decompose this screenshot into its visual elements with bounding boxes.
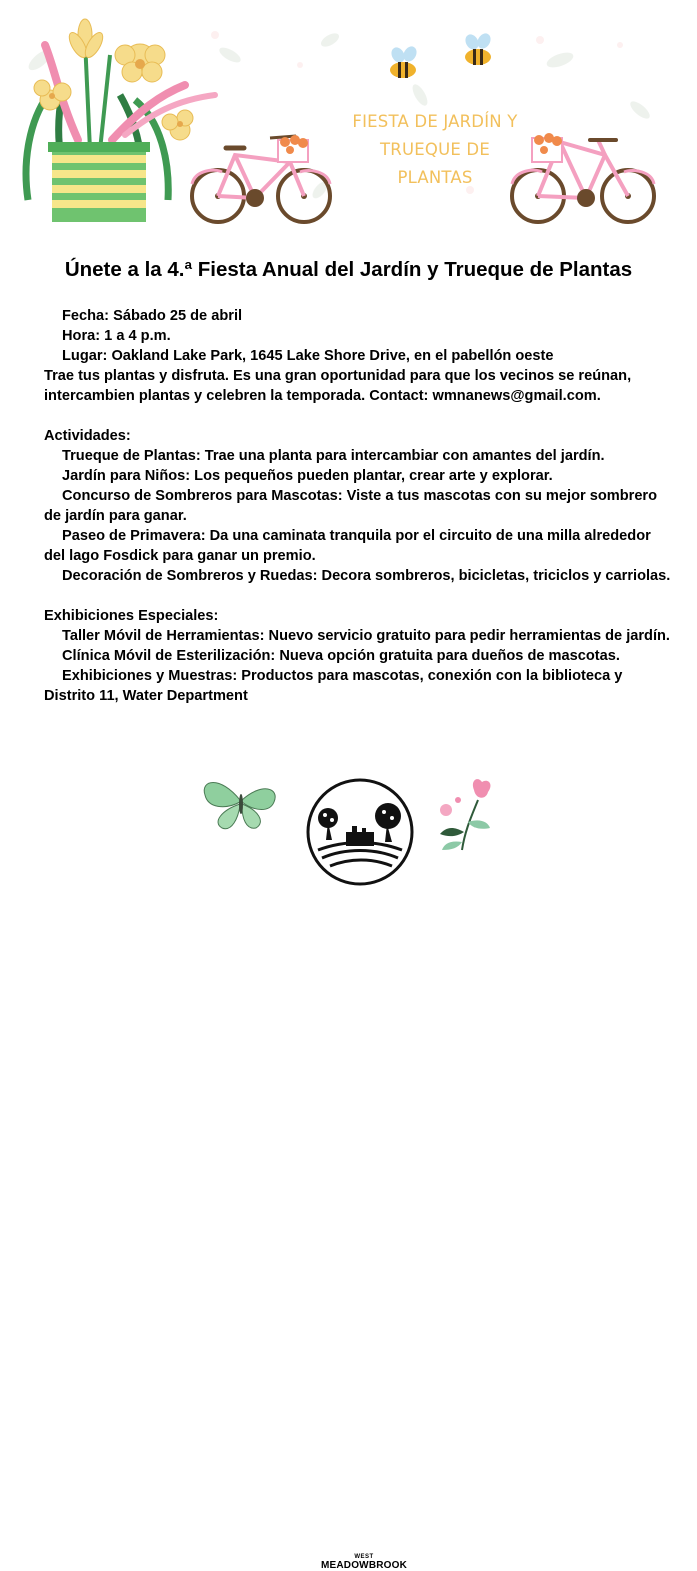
flower-sprig-icon <box>440 779 490 850</box>
logo-name-text: MEADOWBROOK <box>320 1560 408 1571</box>
event-time: Hora: 1 a 4 p.m. <box>62 328 171 344</box>
flower-pot-icon <box>26 19 215 222</box>
page-title: Únete a la 4.ª Fiesta Anual del Jardín y Trueque de Plantas <box>64 258 633 281</box>
logo-top-text: WEST <box>354 1554 374 1560</box>
activity-item: Trueque de Plantas: Trae una planta para intercambiar con amantes del jardín. <box>62 448 605 464</box>
special-item: Clínica Móvil de Esterilización: Nueva opción gratuita para dueños de mascotas. <box>62 648 620 664</box>
special-item: Exhibiciones y Muestras: Productos para mascotas, conexión con la biblioteca y Distrito 11, Water Department <box>44 668 623 704</box>
event-intro: Trae tus plantas y disfruta. Es una gran oportunidad para que los vecinos se reúnan, intercambien plantas y celebren la temporada. Contact: wmnanews@gmail.com. <box>44 368 632 404</box>
activity-item: Paseo de Primavera: Da una caminata tranquila por el circuito de una milla alrededor del lago Fosdick para ganar un premio. <box>44 528 651 564</box>
activities-heading: Actividades: <box>44 428 131 444</box>
special-item: Taller Móvil de Herramientas: Nuevo servicio gratuito para pedir herramientas de jardín. <box>62 628 670 644</box>
activity-item: Jardín para Niños: Los pequeños pueden plantar, crear arte y explorar. <box>62 468 553 484</box>
event-date: Fecha: Sábado 25 de abril <box>62 308 243 324</box>
special-heading: Exhibiciones Especiales: <box>44 608 219 624</box>
butterfly-icon <box>204 783 275 829</box>
banner-title-line: TRUEQUE DE <box>380 140 490 159</box>
activity-item: Decoración de Sombreros y Ruedas: Decora sombreros, bicicletas, triciclos y carriolas. <box>62 568 671 584</box>
header-banner <box>0 0 697 240</box>
bee-icon <box>463 31 493 65</box>
bee-icon <box>389 44 419 78</box>
footer <box>0 770 697 1571</box>
bicycle-icon <box>192 135 330 222</box>
banner-title-line: PLANTAS <box>397 168 473 187</box>
banner-title-line: FIESTA DE JARDÍN Y <box>352 112 518 131</box>
event-location: Lugar: Oakland Lake Park, 1645 Lake Shore Drive, en el pabellón oeste <box>62 348 554 364</box>
activity-item: Concurso de Sombreros para Mascotas: Viste a tus mascotas con su mejor sombrero de jardín para ganar. <box>44 488 658 524</box>
meadowbrook-logo-icon <box>308 780 412 884</box>
banner-title <box>330 108 540 192</box>
event-details <box>44 306 674 706</box>
